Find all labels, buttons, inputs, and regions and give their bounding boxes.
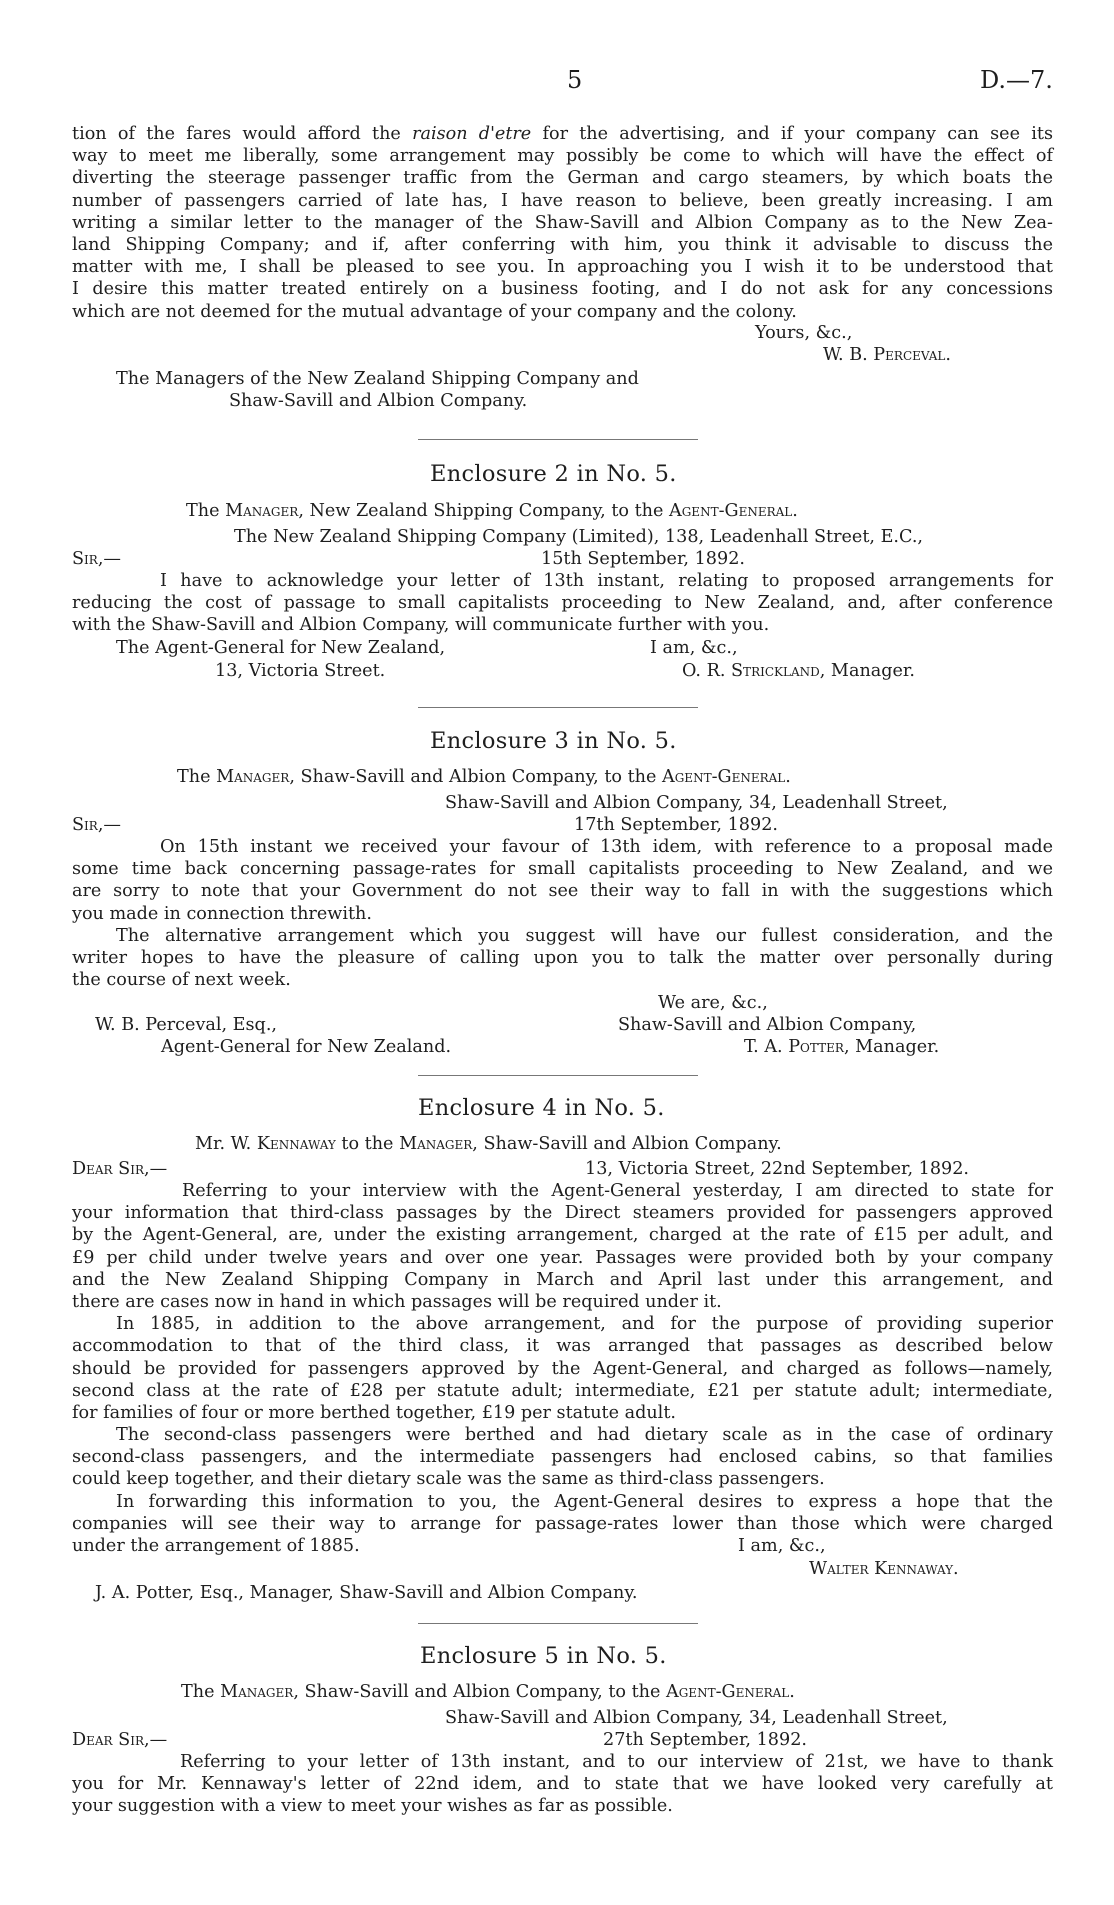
- section-divider: [418, 707, 698, 708]
- addressee-line: The Agent-General for New Zealand,: [116, 638, 446, 658]
- enclosure-heading: The Manager, Shaw-Savill and Albion Company, to the Agent-General.: [177, 767, 791, 787]
- text-line: number of passengers carried of late has, I have reason to believe, been greatly increasing. I am: [72, 190, 1053, 211]
- sender-address: The New Zealand Shipping Company (Limited), 138, Leadenhall Street, E.C.,: [234, 527, 924, 547]
- text-line: for families of four or more berthed together, £19 per statute adult.: [72, 1402, 676, 1423]
- text-line: are sorry to note that your Government do not see their way to fall in with the suggestions which: [72, 881, 1053, 902]
- page-number: 5: [567, 66, 583, 94]
- letter-body: [72, 1751, 1053, 1818]
- text-line: Referring to your interview with the Agent-General yesterday, I am directed to state for: [182, 1181, 1053, 1201]
- signature: W. B. Perceval.: [823, 345, 951, 365]
- text-line: matter with me, I shall be pleased to see you. In approaching you I wish it to be understood that: [72, 257, 1053, 278]
- text-line: accommodation to that of the third class, it was arranged that passages as described below: [72, 1336, 1053, 1357]
- text-line: with the Shaw-Savill and Albion Company, will communicate further with you.: [72, 615, 770, 636]
- closing: I am, &c.,: [738, 1536, 826, 1556]
- signature: T. A. Potter, Manager.: [744, 1037, 940, 1057]
- addressee-line: The Managers of the New Zealand Shipping Company and: [116, 369, 639, 389]
- text-line: land Shipping Company; and if, after conferring with him, you think it advisable to discuss the: [72, 234, 1053, 255]
- salutation: Sir,—: [72, 815, 122, 835]
- text-line: tion of the fares would afford the raison d'etre for the advertising, and if your company can see its: [72, 124, 1053, 144]
- enclosure-heading: The Manager, Shaw-Savill and Albion Company, to the Agent-General.: [181, 1682, 795, 1702]
- opening-letter-body: [72, 123, 1053, 323]
- text-line: some time back concerning passage-rates for small capitalists proceeding to New Zealand, and we: [72, 859, 1053, 880]
- text-line: way to meet me liberally, some arrangement may possibly be come to which will have the effect of: [72, 146, 1053, 167]
- text-line: In forwarding this information to you, the Agent-General desires to express a hope that the: [116, 1491, 1053, 1512]
- salutation: Dear Sir,—: [72, 1159, 168, 1179]
- enclosure-title: Enclosure 5 in No. 5.: [420, 1643, 667, 1669]
- letter-body: [72, 1180, 1053, 1557]
- enclosure-heading: Mr. W. Kennaway to the Manager, Shaw-Savill and Albion Company.: [195, 1134, 782, 1154]
- addressee-line: Shaw-Savill and Albion Company.: [229, 391, 528, 411]
- italic-phrase: raison d'etre: [412, 124, 532, 144]
- text-line: second-class passengers, and the intermediate passengers had enclosed cabins, so that families: [72, 1447, 1053, 1468]
- text-line: by the Agent-General, are, under the existing arrangement, charged at the rate of £15 per adult, and: [72, 1225, 1053, 1246]
- text-line: I have to acknowledge your letter of 13th instant, relating to proposed arrangements for: [160, 571, 1053, 591]
- text-line: your suggestion with a view to meet your wishes as far as possible.: [72, 1796, 673, 1817]
- text-line: there are cases now in hand in which passages will be required under it.: [72, 1291, 722, 1312]
- letter-date: 13, Victoria Street, 22nd September, 1892.: [585, 1159, 970, 1179]
- text-line: The second-class passengers were berthed and had dietary scale as in the case of ordinary: [116, 1425, 1053, 1446]
- signature: Walter Kennaway.: [809, 1559, 959, 1579]
- text-line: second class at the rate of £28 per statute adult; intermediate, £21 per statute adult; intermediate,: [72, 1380, 1053, 1401]
- text-line: In 1885, in addition to the above arrangement, and for the purpose of providing superior: [116, 1314, 1053, 1335]
- company-name: Shaw-Savill and Albion Company,: [618, 1015, 917, 1035]
- text-line: companies will see their way to arrange for passage-rates lower than those which were charged: [72, 1513, 1053, 1534]
- salutation: Sir,—: [72, 549, 122, 569]
- section-divider: [418, 439, 698, 440]
- letter-body: [72, 570, 1053, 637]
- text-line: and the New Zealand Shipping Company in March and April last under this arrangement, and: [72, 1269, 1053, 1290]
- text-line: you for Mr. Kennaway's letter of 22nd idem, and to state that we have looked very carefully at: [72, 1774, 1053, 1795]
- letter-date: 27th September, 1892.: [603, 1730, 807, 1750]
- section-divider: [418, 1075, 698, 1076]
- closing: We are, &c.,: [658, 993, 768, 1013]
- enclosure-title: Enclosure 3 in No. 5.: [430, 728, 677, 754]
- text-line: should be provided for passengers approved by the Agent-General, and charged as follows—namely,: [72, 1358, 1053, 1379]
- letter-body: [72, 836, 1053, 991]
- text-line: writer hopes to have the pleasure of calling upon you to talk the matter over personally during: [72, 947, 1053, 968]
- text-line: could keep together, and their dietary scale was the same as third-class passengers.: [72, 1469, 825, 1490]
- enclosure-title: Enclosure 4 in No. 5.: [418, 1095, 665, 1121]
- addressee-line: J. A. Potter, Esq., Manager, Shaw-Savill and Albion Company.: [95, 1583, 638, 1603]
- text-line: The alternative arrangement which you suggest will have our fullest consideration, and the: [116, 925, 1053, 946]
- sender-address: Shaw-Savill and Albion Company, 34, Leadenhall Street,: [445, 793, 948, 813]
- letter-date: 15th September, 1892.: [541, 549, 745, 569]
- signature: O. R. Strickland, Manager.: [682, 661, 916, 681]
- text-line: under the arrangement of 1885.: [72, 1536, 360, 1556]
- text-line: I desire this matter treated entirely on a business footing, and I do not ask for any concessions: [72, 279, 1053, 300]
- salutation: Dear Sir,—: [72, 1730, 168, 1750]
- text-line: writing a similar letter to the manager of the Shaw-Savill and Albion Company as to the New Zea-: [72, 212, 1053, 233]
- sender-address: Shaw-Savill and Albion Company, 34, Leadenhall Street,: [445, 1708, 948, 1728]
- text-line: £9 per child under twelve years and over one year. Passages were provided both by your company: [72, 1247, 1053, 1268]
- text-line: diverting the steerage passenger traffic from the German and cargo steamers, by which boats the: [72, 168, 1053, 189]
- text-line: which are not deemed for the mutual advantage of your company and the colony.: [72, 301, 797, 322]
- letter-date: 17th September, 1892.: [574, 815, 778, 835]
- text-line: your information that third-class passages by the Direct steamers provided for passengers approved: [72, 1203, 1053, 1224]
- document-reference: D.—7.: [980, 66, 1053, 94]
- text-line: you made in connection threwith.: [72, 903, 372, 924]
- addressee-line: 13, Victoria Street.: [215, 661, 386, 681]
- closing: I am, &c.,: [650, 638, 738, 658]
- enclosure-heading: The Manager, New Zealand Shipping Company, to the Agent-General.: [186, 501, 798, 521]
- text-line: Referring to your letter of 13th instant, and to our interview of 21st, we have to thank: [180, 1752, 1053, 1772]
- enclosure-title: Enclosure 2 in No. 5.: [430, 461, 677, 487]
- addressee-line: Agent-General for New Zealand.: [161, 1037, 452, 1057]
- text-line: On 15th instant we received your favour of 13th idem, with reference to a proposal made: [160, 837, 1053, 857]
- closing: Yours, &c.,: [755, 323, 853, 343]
- addressee-line: W. B. Perceval, Esq.,: [95, 1015, 278, 1035]
- text-line: the course of next week.: [72, 970, 291, 991]
- text-line: reducing the cost of passage to small capitalists proceeding to New Zealand, and, after conference: [72, 593, 1053, 614]
- section-divider: [418, 1623, 698, 1624]
